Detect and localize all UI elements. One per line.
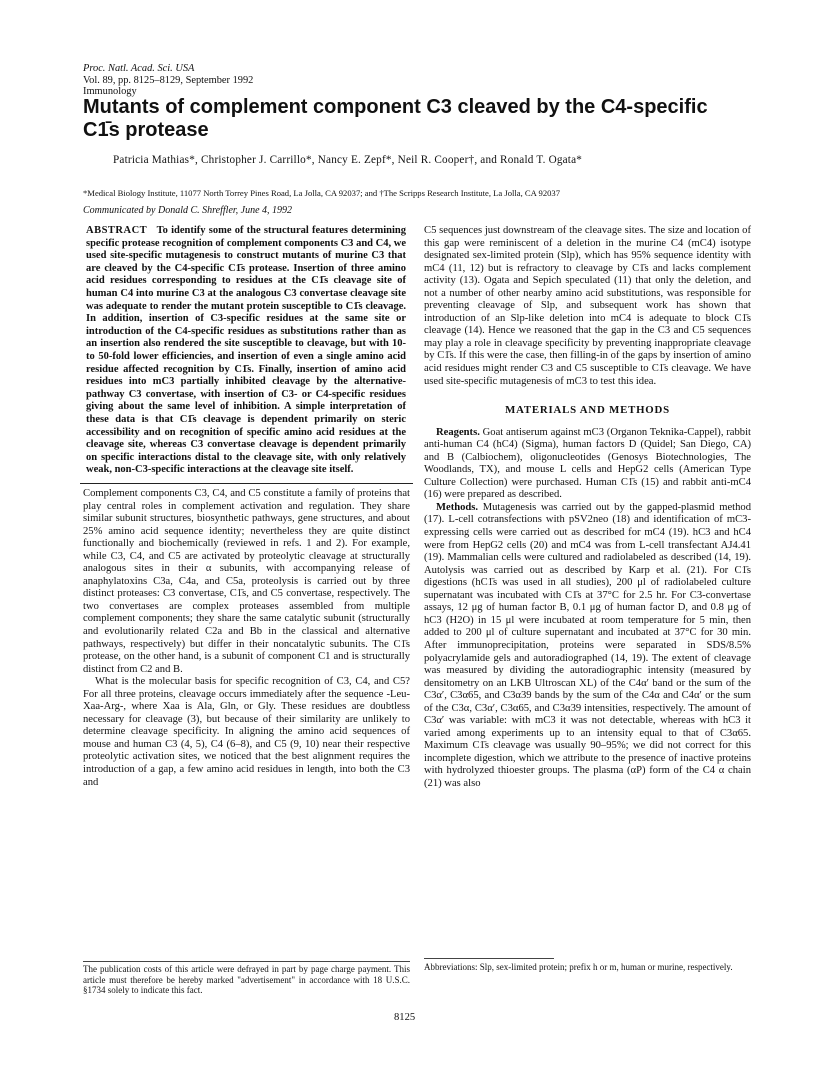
- communicated-by: Communicated by Donald C. Shreffler, June 4, 1992: [83, 205, 293, 216]
- footnote-divider: [83, 961, 410, 962]
- reagents-text: Goat antiserum against mC3 (Organon Teknika-Cappel), rabbit anti-human C4 (hC4) (Sigma), human factors D (Quidel; San Diego, CA) and B (Calbiochem), oligonucleotides (Genosys Biotechnologies, The Woodlands, TX), and mouse L cells and HepG2 cells (American Type Culture Collection) were purchased. Human C1̄s (15) and rabbit anti-mC4 (16) were prepared as described.: [424, 426, 751, 501]
- publication-cost-footnote: The publication costs of this article were defrayed in part by page charge payment. This article must therefore be hereby marked "advertisement" in accordance with 18 U.S.C. §1734 solely to indicate this fact.: [83, 964, 410, 996]
- journal-name: Proc. Natl. Acad. Sci. USA: [83, 63, 195, 74]
- methods-paragraph: [424, 502, 751, 791]
- reagents-label: Reagents.: [436, 426, 480, 438]
- reagents-paragraph: [424, 427, 751, 502]
- affiliations: *Medical Biology Institute, 11077 North Torrey Pines Road, La Jolla, CA 92037; and †The Scripps Research Institute, La Jolla, CA 92037: [83, 188, 561, 198]
- methods-heading: MATERIALS AND METHODS: [505, 404, 670, 417]
- abstract: [86, 225, 406, 477]
- abstract-text: To identify some of the structural features determining specific protease recognition of complement components C3 and C4, we used site-specific mutagenesis to construct mutants of murine C3 that are cleaved by the C4-specific C1̄s protease. Insertion of three amino acid residues corresponding to residues at the C1̄s cleavage site of human C4 into murine C3 at the analogous C3 convertase cleavage site was adequate to render the mutant protein susceptible to C1̄s cleavage. In addition, insertion of C3-specific residues at the same site or introduction of the C4-specific residues as substitutions rather than as an insertion also rendered the site susceptible to cleavage, but with 10- to 50-fold lower efficiencies, and insertion of even a single amino acid residue affected recognition by C1̄s. Finally, insertion of amino acid residues into mC3 partially inhibited cleavage by the alternative-pathway C3 convertase, with insertion of C3- or C4-specific residues giving about the same level of inhibition. A simple interpretation of these data is that C1̄s cleavage is dependent primarily on steric accessibility and on recognition of specific amino acid residues at the cleavage site, whereas C3 convertase cleavage is dependent primarily on specific interactions distal to the cleavage site, with only relatively weak, non-C3-specific interactions at the cleavage site itself.: [86, 225, 407, 476]
- methods-text: Mutagenesis was carried out by the gapped-plasmid method (17). L-cell cotransfections with pSV2neo (18) and identification of mC3-expressing cells were carried out as described for mC4 (19). hC3 and hC4 were from HepG2 cells (20) and mC4 was from L-cell transfectant AJ4.41 (19). Mammalian cells were cultured and radiolabeled as described (14, 19). Autolysis was carried out as described by Karp et al. (21). For C1̄s digestions (hC1̄s was used in all studies), 200 μl of radiolabeled culture supernatant was incubated with C1̄s at 37°C for 2.5 hr. For C3-convertase assays, 12 μg of human factor B, 0.1 μg of human factor D, and 0.8 μg of hC3 (H2O) in 15 μl were incubated at room temperature for 5 min, then added to 200 μl of culture supernatant and incubated at 37°C for 30 min. After immunoprecipitation, proteins were separated in SDS/8.5% polyacrylamide gels and autoradiographed (14, 19). The extent of cleavage was measured by dividing the autoradiographic intensity (measured by densitometry on an LKB Ultroscan XL) of the C4α′ band or the sum of the C3α′, C3α65, and C3α39 bands by the sum of the C4α and C4α′ or the sum of the C3α, C3α′, C3α65, and C3α39 intensities, respectively. The amount of C3α′ was variable: with mC3 it was not detectable, whereas with hC3 it varied among experiments up to an intensity equal to that of C3α65. Maximum C1̄s cleavage was usually 90–95%; we did not correct for this incomplete digestion, which we attribute to the presence of inactive proteins with hydrolyzed thioester groups. The plasma (αP) form of the C4 α chain (21) was also: [424, 501, 751, 789]
- abstract-label: ABSTRACT: [86, 225, 148, 236]
- methods-label: Methods.: [436, 501, 479, 513]
- author-list: Patricia Mathias*, Christopher J. Carrillo*, Nancy E. Zepf*, Neil R. Cooper†, and Ronald T. Ogata*: [113, 154, 583, 166]
- abstract-divider: [80, 483, 413, 484]
- volume-info: Vol. 89, pp. 8125–8129, September 1992: [83, 74, 254, 86]
- right-column-body: [424, 225, 751, 791]
- article-title: Mutants of complement component C3 cleaved by the C4-specific C1̄s protease: [83, 96, 708, 141]
- journal-header: [83, 63, 253, 98]
- abbreviations-footnote: Abbreviations: Slp, sex-limited protein; prefix h or m, human or murine, respectively.: [424, 962, 733, 972]
- abbreviations-divider: [424, 958, 554, 959]
- intro-paragraph-1: Complement components C3, C4, and C5 constitute a family of proteins that play central roles in complement activation and regulation. They share similar subunit structures, biosynthetic pathways, gene structures, and about 25% amino acid sequence identity; nevertheless they are quite distinct functionally and biochemically (reviewed in refs. 1 and 2). For example, while C3, C4, and C5 are activated by proteolytic cleavage at structurally analogous sites in their α subunits, with accompanying release of anaphylatoxins C3a, C4a, and C5a, proteolysis is carried out by three distinct proteases: C3 convertase, C1̄s, and C5 convertase, respectively. The two convertases are complex proteases assembled from multiple complement components; they share the same catalytic subunit (structurally and evolutionarily related C2a and Bb in the classical and alternative pathways, respectively) but differ in their noncatalytic subunits. The C1̄s protease, on the other hand, is a subunit of component C1 and is structurally distinct from C2 and B.: [83, 488, 410, 675]
- left-column-body: [83, 488, 410, 789]
- page-number: 8125: [394, 1012, 416, 1023]
- intro-continuation: C5 sequences just downstream of the cleavage sites. The size and location of this gap were reminiscent of a deletion in the murine C4 (mC4) isotype designated sex-limited protein (Slp), which has 95% sequence identity with mC4 (11, 12) but is refractory to cleavage by C1̄s and lacks complement activity (13). Ogata and Sepich speculated (11) that only the deletion, and not a number of other nearby amino acid substitutions, was responsible for preventing cleavage of Slp, and subsequent work has shown that introduction of an Slp-like deletion into mC4 is adequate to block C1̄s cleavage (14). Hence we reasoned that the gap in the C3 and C5 sequences may play a role in cleavage specificity by preventing inappropriate cleavage by C1̄s. If this were the case, then filling-in of the gaps by insertion of amino acid residues might render C3 and C5 susceptible to C1̄s cleavage. We have used site-specific mutagenesis of mC3 to test this idea.: [424, 225, 751, 387]
- section-name: Immunology: [83, 86, 137, 98]
- intro-paragraph-2: What is the molecular basis for specific recognition of C3, C4, and C5? For all three proteins, cleavage occurs immediately after the sequence -Leu-Xaa-Arg-, where Xaa is Ala, Gln, or Gly. These residues are doubtless necessary for cleavage (3), but because of their similarity are unlikely to determine cleavage specificity. In aligning the amino acid sequences of mouse and human C3 (4, 5), C4 (6–8), and C5 (9, 10) near their respective proteolytic activation sites, we noticed that the best alignment requires the introduction of a gap, a few amino acid residues in length, into both the C3 and: [83, 676, 410, 788]
